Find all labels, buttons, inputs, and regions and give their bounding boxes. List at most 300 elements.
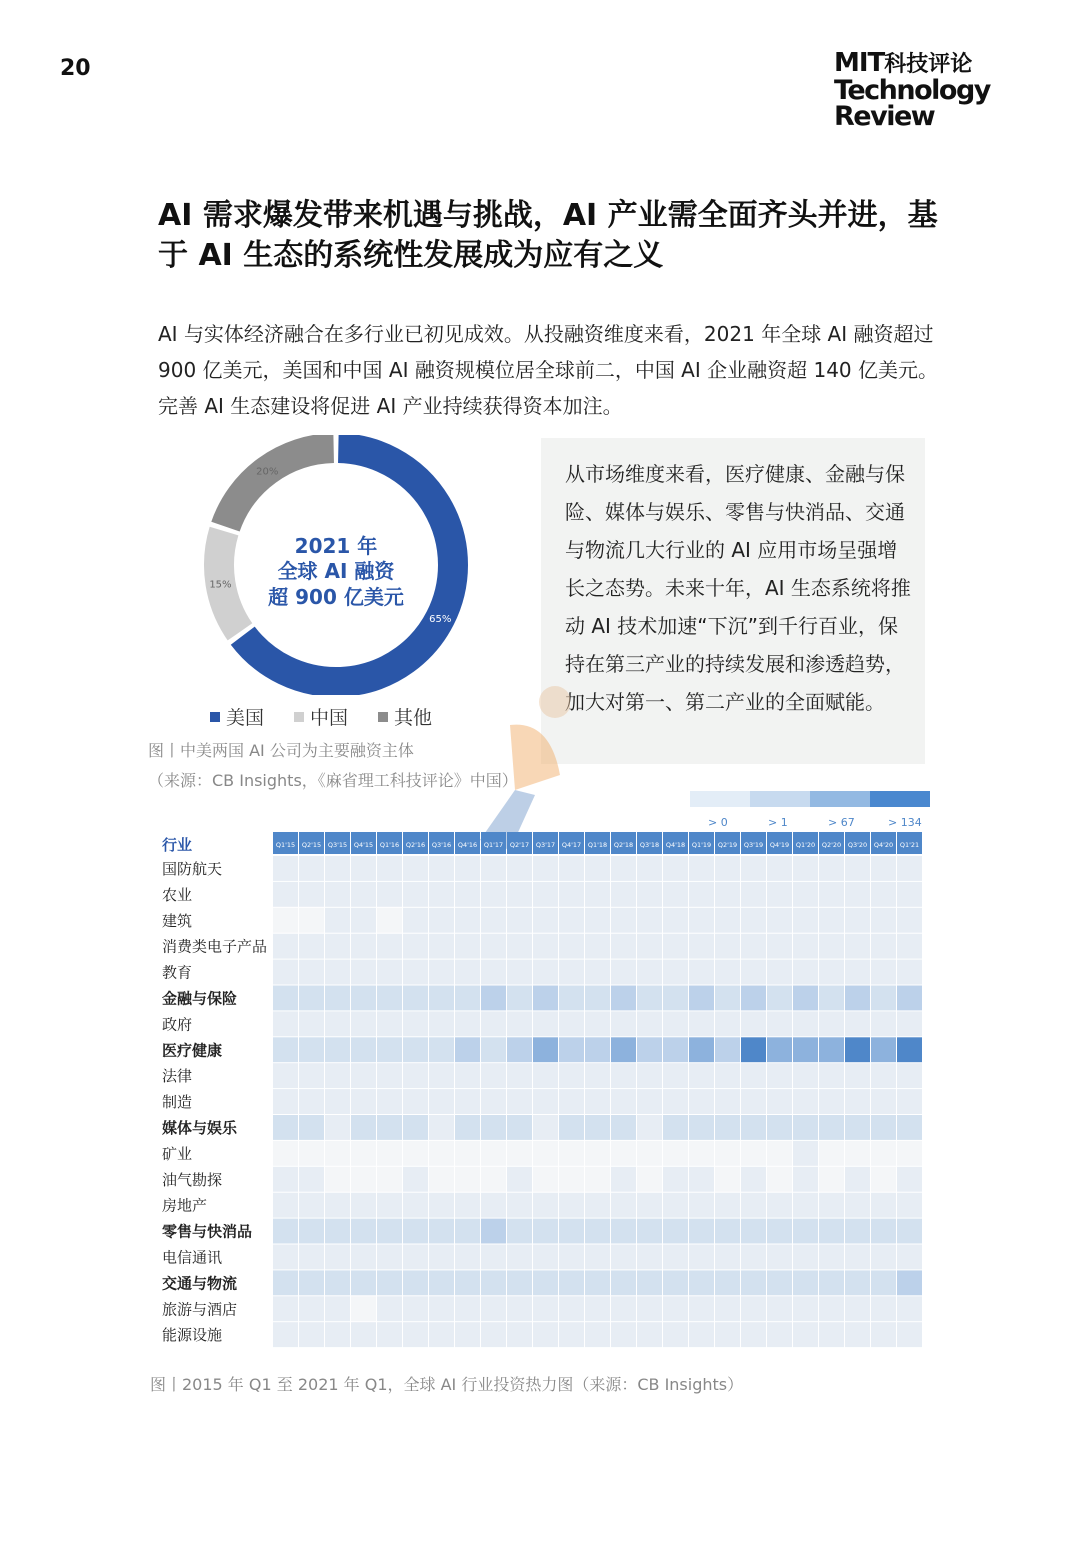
watermark-body <box>510 725 560 790</box>
heatmap-cell <box>793 1296 818 1321</box>
heatmap-cell <box>637 1115 662 1140</box>
heatmap-cell <box>507 1011 532 1036</box>
heatmap-cell <box>663 986 688 1011</box>
heatmap-cell <box>819 908 844 933</box>
heatmap-cell <box>351 1193 376 1218</box>
heatmap-cell <box>351 934 376 959</box>
heatmap-cell <box>663 1193 688 1218</box>
heatmap-cell <box>299 1296 324 1321</box>
heatmap-cell <box>351 1089 376 1114</box>
heatmap-cell <box>481 908 506 933</box>
heatmap-cell <box>377 882 402 907</box>
heatmap-cell <box>299 1037 324 1062</box>
heatmap-cell <box>481 986 506 1011</box>
heatmap-cell <box>377 1063 402 1088</box>
heatmap-cell <box>819 882 844 907</box>
heatmap-cell <box>871 1193 896 1218</box>
heatmap-cell <box>741 1011 766 1036</box>
heatmap-cell <box>793 1193 818 1218</box>
heatmap-cell <box>871 1115 896 1140</box>
heatmap-cell <box>819 960 844 985</box>
heatmap-cell <box>741 1193 766 1218</box>
heatmap-cell <box>611 882 636 907</box>
heatmap-cell <box>377 1037 402 1062</box>
heatmap-cell <box>845 934 870 959</box>
heatmap-cell <box>299 1063 324 1088</box>
heatmap-cell <box>507 1193 532 1218</box>
heatmap-cell <box>351 1011 376 1036</box>
heatmap-cell <box>273 1115 298 1140</box>
heatmap-cell <box>273 1141 298 1166</box>
heatmap-cell <box>637 1270 662 1295</box>
heatmap-cell <box>273 882 298 907</box>
donut-legend <box>210 703 432 730</box>
heatmap-cell <box>481 856 506 881</box>
heatmap-cell <box>559 1141 584 1166</box>
heatmap-cell <box>689 1141 714 1166</box>
heatmap-cell <box>871 1167 896 1192</box>
heatmap-cell <box>273 960 298 985</box>
heatmap-cell <box>637 934 662 959</box>
heatmap-cell <box>273 1037 298 1062</box>
heatmap-cell <box>455 1115 480 1140</box>
heatmap-cell <box>689 1322 714 1347</box>
heatmap-cell <box>273 1193 298 1218</box>
heatmap-cell <box>481 934 506 959</box>
heatmap-cell <box>715 934 740 959</box>
legend-swatch-china <box>294 712 304 722</box>
heatmap-cell <box>767 1270 792 1295</box>
heatmap-cell <box>741 1089 766 1114</box>
heatmap-cell <box>507 960 532 985</box>
column-header-label: Q3'15 <box>327 841 348 849</box>
heatmap-cell <box>559 1063 584 1088</box>
heatmap-cell <box>637 1141 662 1166</box>
heatmap-cell <box>689 908 714 933</box>
heatmap-cell <box>481 1245 506 1270</box>
heatmap-cell <box>559 934 584 959</box>
heatmap-cell <box>429 1167 454 1192</box>
heatmap-cell <box>481 1219 506 1244</box>
heatmap-cell <box>663 856 688 881</box>
heatmap-cell <box>481 1296 506 1321</box>
heatmap-cell <box>507 1219 532 1244</box>
legend-swatch-other <box>378 712 388 722</box>
heatmap-cell <box>325 1219 350 1244</box>
heatmap-cell <box>559 1115 584 1140</box>
heatmap-cell <box>767 1245 792 1270</box>
heatmap-cell <box>585 1322 610 1347</box>
heatmap-cell <box>871 1219 896 1244</box>
row-label: 旅游与酒店 <box>162 1300 238 1319</box>
heatmap-cell <box>845 1115 870 1140</box>
heatmap-cell <box>481 1089 506 1114</box>
column-header-label: Q2'15 <box>301 841 322 849</box>
heatmap-cell <box>897 1322 922 1347</box>
heatmap-cell <box>533 856 558 881</box>
heatmap-cell <box>637 1296 662 1321</box>
heatmap-cell <box>533 960 558 985</box>
heatmap-cell <box>585 1089 610 1114</box>
row-label: 国防航天 <box>162 860 223 878</box>
heatmap-cell <box>611 1270 636 1295</box>
heatmap-cell <box>403 1089 428 1114</box>
heatmap-cell <box>429 1193 454 1218</box>
heatmap-cell <box>533 1167 558 1192</box>
heatmap-cell <box>429 986 454 1011</box>
heatmap-cell <box>273 1270 298 1295</box>
heatmap-cell <box>377 1167 402 1192</box>
heatmap-cell <box>767 1193 792 1218</box>
heatmap-cell <box>897 856 922 881</box>
heatmap-cell <box>637 1245 662 1270</box>
heatmap-cell <box>715 1219 740 1244</box>
heatmap-cell <box>533 882 558 907</box>
heatmap-cell <box>871 882 896 907</box>
heatmap-cell <box>897 1167 922 1192</box>
heatmap-cell <box>299 908 324 933</box>
heatmap-cell <box>585 1011 610 1036</box>
heatmap-cell <box>533 1296 558 1321</box>
heatmap-cell <box>637 960 662 985</box>
heatmap-cell <box>897 882 922 907</box>
heatmap-cell <box>325 882 350 907</box>
heatmap-cell <box>845 882 870 907</box>
heatmap-cell <box>533 1270 558 1295</box>
heatmap-cell <box>325 1322 350 1347</box>
heatmap-cell <box>897 986 922 1011</box>
heatmap-cell <box>689 934 714 959</box>
heatmap-cell <box>715 1063 740 1088</box>
heatmap-cell <box>481 1115 506 1140</box>
heatmap-cell <box>741 1270 766 1295</box>
heatmap-cell <box>403 1193 428 1218</box>
heatmap-cell <box>715 882 740 907</box>
heatmap-cell <box>351 1037 376 1062</box>
heatmap-cell <box>819 1270 844 1295</box>
heatmap-cell <box>715 1011 740 1036</box>
heatmap-cell <box>845 1322 870 1347</box>
heatmap-cell <box>871 1245 896 1270</box>
heatmap-cell <box>819 1193 844 1218</box>
market-insight-text: 从市场维度来看，医疗健康、金融与保险、媒体与娱乐、零售与快消品、交通与物流几大行业的 AI 应用市场呈强增长之态势。未来十年，AI 生态系统将推动 AI 技术加速“下沉”到千行百业，保持在第三产业的持续发展和渗透趋势，加大对第一、第二产业的全面赋能。 <box>565 462 911 714</box>
heatmap-cell <box>455 1063 480 1088</box>
column-header-label: Q2'16 <box>405 841 426 849</box>
heatmap-cell <box>273 1296 298 1321</box>
heatmap-cell <box>455 856 480 881</box>
heatmap-cell <box>273 986 298 1011</box>
heatmap-cell <box>481 1011 506 1036</box>
heatmap-cell <box>793 908 818 933</box>
heatmap-cell <box>897 1245 922 1270</box>
heatmap-cell <box>611 1011 636 1036</box>
heatmap-cell <box>403 1167 428 1192</box>
heatmap-cell <box>403 986 428 1011</box>
column-header-label: Q1'18 <box>587 841 608 849</box>
heatmap-cell <box>559 1245 584 1270</box>
heatmap-cell <box>351 856 376 881</box>
heatmap-cell <box>429 934 454 959</box>
row-label: 教育 <box>162 963 193 982</box>
heatmap-cell <box>403 908 428 933</box>
heatmap-cell <box>845 1270 870 1295</box>
heatmap-cell <box>637 1322 662 1347</box>
heatmap-cell <box>663 1063 688 1088</box>
heatmap-cell <box>533 1115 558 1140</box>
watermark-head <box>539 686 570 718</box>
heatmap-cell <box>897 960 922 985</box>
heatmap-cell <box>819 1167 844 1192</box>
heatmap-cell <box>637 882 662 907</box>
heatmap-cell <box>793 1063 818 1088</box>
column-header-label: Q4'16 <box>457 841 478 849</box>
heatmap-cell <box>871 1322 896 1347</box>
heatmap-cell <box>637 908 662 933</box>
heatmap-cell <box>325 1037 350 1062</box>
heatmap-cell <box>559 856 584 881</box>
heatmap-column-headers <box>273 832 922 854</box>
heatmap-cell <box>507 1167 532 1192</box>
heatmap-cell <box>351 960 376 985</box>
row-label: 消费类电子产品 <box>162 937 268 956</box>
heatmap-cell <box>403 934 428 959</box>
heatmap-caption: 图丨2015 年 Q1 至 2021 年 Q1，全球 AI 行业投资热力图（来源：CB Insights） <box>150 1375 744 1394</box>
heatmap-cell <box>715 1270 740 1295</box>
heatmap-cell <box>611 1245 636 1270</box>
heatmap-cell <box>429 1011 454 1036</box>
heatmap-cell <box>819 1219 844 1244</box>
heatmap-cell <box>273 856 298 881</box>
heatmap-cell <box>377 908 402 933</box>
heatmap-cell <box>689 1115 714 1140</box>
heatmap-cell <box>403 1270 428 1295</box>
heatmap-cell <box>481 882 506 907</box>
heatmap-cell <box>559 1270 584 1295</box>
heatmap-cell <box>351 1296 376 1321</box>
column-header-label: Q2'20 <box>821 841 842 849</box>
heatmap-cell <box>455 934 480 959</box>
heatmap-cell <box>481 960 506 985</box>
column-header-label: Q4'15 <box>353 841 374 849</box>
donut-center-line-1: 2021 年 <box>294 534 378 558</box>
heatmap-cell <box>403 1245 428 1270</box>
donut-center-line-2: 全球 AI 融资 <box>277 559 395 583</box>
heatmap-cell <box>663 1296 688 1321</box>
heatmap-cell <box>741 882 766 907</box>
heatmap-cell <box>559 1193 584 1218</box>
row-label: 油气勘探 <box>162 1170 223 1189</box>
heatmap-cell <box>325 908 350 933</box>
heatmap-cell <box>611 1219 636 1244</box>
heatmap-cell <box>455 1089 480 1114</box>
heatmap-cell <box>377 986 402 1011</box>
heatmap-cell <box>767 1011 792 1036</box>
heatmap-cell <box>689 1011 714 1036</box>
heatmap-cell <box>845 1245 870 1270</box>
heatmap-legend <box>690 791 930 829</box>
heatmap-cell <box>689 1089 714 1114</box>
heatmap-cell <box>429 882 454 907</box>
heatmap-cell <box>637 1167 662 1192</box>
heatmap-cell <box>559 1089 584 1114</box>
heatmap-cell <box>273 1063 298 1088</box>
heatmap-cell <box>663 1219 688 1244</box>
heatmap-cell <box>793 1167 818 1192</box>
heatmap-cell <box>377 1322 402 1347</box>
heatmap-cell <box>559 908 584 933</box>
legend-item-china <box>294 703 348 730</box>
heatmap-cell <box>819 1245 844 1270</box>
heatmap-cell <box>481 1270 506 1295</box>
heatmap-cell <box>299 934 324 959</box>
heatmap-cell <box>689 1167 714 1192</box>
heatmap-cell <box>767 1089 792 1114</box>
heatmap-cell <box>351 986 376 1011</box>
heatmap-cell <box>325 1296 350 1321</box>
heatmap-cell <box>767 1063 792 1088</box>
heatmap-cell <box>845 908 870 933</box>
heatmap-cell <box>351 1270 376 1295</box>
donut-caption-line-1: 图丨中美两国 AI 公司为主要融资主体 <box>148 741 414 760</box>
column-header-label: Q1'21 <box>899 841 920 849</box>
heatmap-cell <box>481 1037 506 1062</box>
heatmap-cell <box>793 1115 818 1140</box>
heatmap-cell <box>351 1141 376 1166</box>
heatmap-cell <box>351 882 376 907</box>
heatmap-cell <box>663 1141 688 1166</box>
heatmap-cell <box>273 1245 298 1270</box>
row-label: 建筑 <box>162 911 193 930</box>
heatmap-cell <box>663 1011 688 1036</box>
heatmap-cell <box>767 1322 792 1347</box>
heatmap-cell <box>715 1089 740 1114</box>
heatmap-cell <box>845 1167 870 1192</box>
heatmap-cell <box>429 1037 454 1062</box>
row-label: 能源设施 <box>162 1326 223 1345</box>
heatmap-cell <box>793 986 818 1011</box>
heatmap-cell <box>403 1141 428 1166</box>
heatmap-cell <box>429 1245 454 1270</box>
heatmap-cell <box>325 1011 350 1036</box>
heatmap-cell <box>455 1296 480 1321</box>
heatmap-cell <box>455 960 480 985</box>
heatmap-cell <box>273 908 298 933</box>
heatmap-cell <box>507 1270 532 1295</box>
heatmap-cell <box>429 1219 454 1244</box>
heatmap-cell <box>403 1322 428 1347</box>
heatmap-cell <box>559 1167 584 1192</box>
heatmap-cell <box>793 1245 818 1270</box>
heatmap-cell <box>741 1322 766 1347</box>
heatmap-cell <box>377 1193 402 1218</box>
heatmap-row-header: 行业 <box>162 836 193 854</box>
heatmap-cell <box>767 856 792 881</box>
heatmap-cell <box>741 1141 766 1166</box>
heatmap-cell <box>793 1141 818 1166</box>
heatmap-cell <box>689 882 714 907</box>
heatmap-cell <box>897 1115 922 1140</box>
market-insight-box <box>541 438 925 764</box>
legend-label-3: > 67 <box>828 816 855 829</box>
row-label: 房地产 <box>162 1196 208 1215</box>
heatmap-cell <box>299 1167 324 1192</box>
heatmap-cell <box>559 1219 584 1244</box>
heatmap-cell <box>741 1037 766 1062</box>
heatmap-cell <box>455 1037 480 1062</box>
heatmap-cell <box>585 1270 610 1295</box>
donut-caption-line-2: （来源：CB Insights，《麻省理工科技评论》中国） <box>148 771 518 790</box>
heatmap-cell <box>767 934 792 959</box>
heatmap-cell <box>585 1115 610 1140</box>
legend-swatch-3 <box>810 791 870 807</box>
heatmap-cell <box>325 1141 350 1166</box>
heatmap-cell <box>689 856 714 881</box>
heatmap-cell <box>559 986 584 1011</box>
heatmap-cell <box>299 882 324 907</box>
heatmap-cell <box>507 1089 532 1114</box>
heatmap-cell <box>897 1089 922 1114</box>
heatmap-cell <box>871 1011 896 1036</box>
heatmap-cell <box>663 908 688 933</box>
heatmap-cell <box>325 1063 350 1088</box>
heatmap-cell <box>793 1219 818 1244</box>
heatmap-cell <box>429 1322 454 1347</box>
heatmap-cell <box>845 1037 870 1062</box>
heatmap-cell <box>611 1037 636 1062</box>
heatmap-cell <box>767 960 792 985</box>
row-label: 矿业 <box>162 1144 193 1163</box>
heatmap-cell <box>325 1245 350 1270</box>
heatmap-cell <box>897 1193 922 1218</box>
heatmap-cell <box>377 856 402 881</box>
heatmap-cell <box>637 1011 662 1036</box>
column-header-label: Q2'18 <box>613 841 634 849</box>
heatmap-cell <box>611 1322 636 1347</box>
heatmap-cell <box>741 1063 766 1088</box>
heatmap-cell <box>351 1115 376 1140</box>
heatmap-cell <box>325 1270 350 1295</box>
heatmap-cell <box>741 1115 766 1140</box>
heatmap-cell <box>715 908 740 933</box>
heatmap-cell <box>767 1115 792 1140</box>
heatmap-cell <box>507 986 532 1011</box>
heatmap-cell <box>455 882 480 907</box>
heatmap-cell <box>429 1270 454 1295</box>
row-label: 交通与物流 <box>162 1274 238 1293</box>
heatmap-cell <box>767 986 792 1011</box>
heatmap-cell <box>767 1141 792 1166</box>
column-header-label: Q3'16 <box>431 841 452 849</box>
column-header-label: Q4'17 <box>561 841 582 849</box>
legend-label-2: > 1 <box>768 816 788 829</box>
heatmap-cell <box>585 856 610 881</box>
heatmap-cell <box>663 1270 688 1295</box>
heatmap-cell <box>741 1219 766 1244</box>
heatmap-cell <box>429 1089 454 1114</box>
heatmap-cell <box>533 1193 558 1218</box>
heatmap-cell <box>715 1322 740 1347</box>
heatmap-cell <box>897 1219 922 1244</box>
heatmap-cell <box>741 1296 766 1321</box>
heatmap-cell <box>767 1296 792 1321</box>
heatmap-cell <box>559 960 584 985</box>
heatmap-cell <box>299 1011 324 1036</box>
logo-cn: 科技评论 <box>884 52 973 77</box>
heatmap-cell <box>351 1219 376 1244</box>
heatmap-cell <box>611 1167 636 1192</box>
heatmap-cell <box>403 1011 428 1036</box>
heatmap-cell <box>715 1115 740 1140</box>
